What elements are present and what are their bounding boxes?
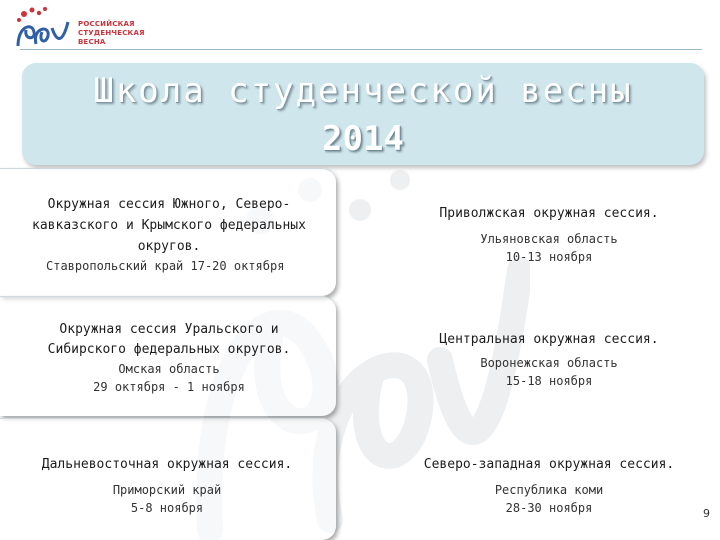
session-name-line-1: Окружная сессия Уральского и: [59, 322, 279, 337]
session-dates: 15-18 ноября: [505, 374, 593, 388]
session-name-line-3: округов.: [137, 239, 201, 254]
session-dates: 10-13 ноября: [505, 250, 593, 264]
session-dates: 29 октября - 1 ноября: [93, 380, 245, 394]
logo-line-1: РОССИЙСКАЯ: [78, 20, 135, 28]
page-year: 2014: [322, 119, 404, 159]
session-ural: [4, 320, 334, 396]
session-northwest: [384, 455, 714, 517]
session-region: Ульяновская область: [480, 232, 618, 246]
logo-line-3: ВЕСНА: [78, 38, 106, 46]
session-region: Приморский край: [112, 483, 222, 497]
session-name: Центральная окружная сессия.: [439, 332, 659, 347]
session-south: [4, 194, 334, 275]
page-number: 9: [703, 507, 710, 520]
session-region: Омская область: [118, 362, 220, 376]
session-central: [384, 330, 714, 390]
page-title: Школа студенческой весны: [93, 71, 633, 111]
rsv-logo-icon: [12, 6, 72, 50]
session-name: Приволжская окружная сессия.: [439, 206, 659, 221]
title-banner: [22, 63, 704, 165]
logo-line-2: СТУДЕНЧЕСКАЯ: [78, 29, 145, 37]
session-name: Дальневосточная окружная сессия.: [41, 457, 293, 472]
session-region: Воронежская область: [480, 356, 618, 370]
session-dates: 28-30 ноября: [505, 501, 593, 515]
logo: [12, 6, 152, 50]
session-name-line-1: Окружная сессия Южного, Северо-: [47, 197, 291, 212]
session-name-line-2: кавказского и Крымского федеральных: [32, 218, 306, 233]
session-dates: 5-8 ноября: [130, 501, 204, 515]
session-region: Ставропольский край 17-20 октября: [46, 259, 285, 273]
session-fareast: [2, 455, 332, 517]
session-name-line-2: Сибирского федеральных округов.: [47, 342, 291, 357]
session-name: Северо-западная окружная сессия.: [423, 457, 675, 472]
session-region: Республика коми: [494, 483, 604, 497]
top-divider: [20, 49, 702, 50]
session-volga: [384, 204, 714, 266]
logo-text: [78, 20, 145, 47]
